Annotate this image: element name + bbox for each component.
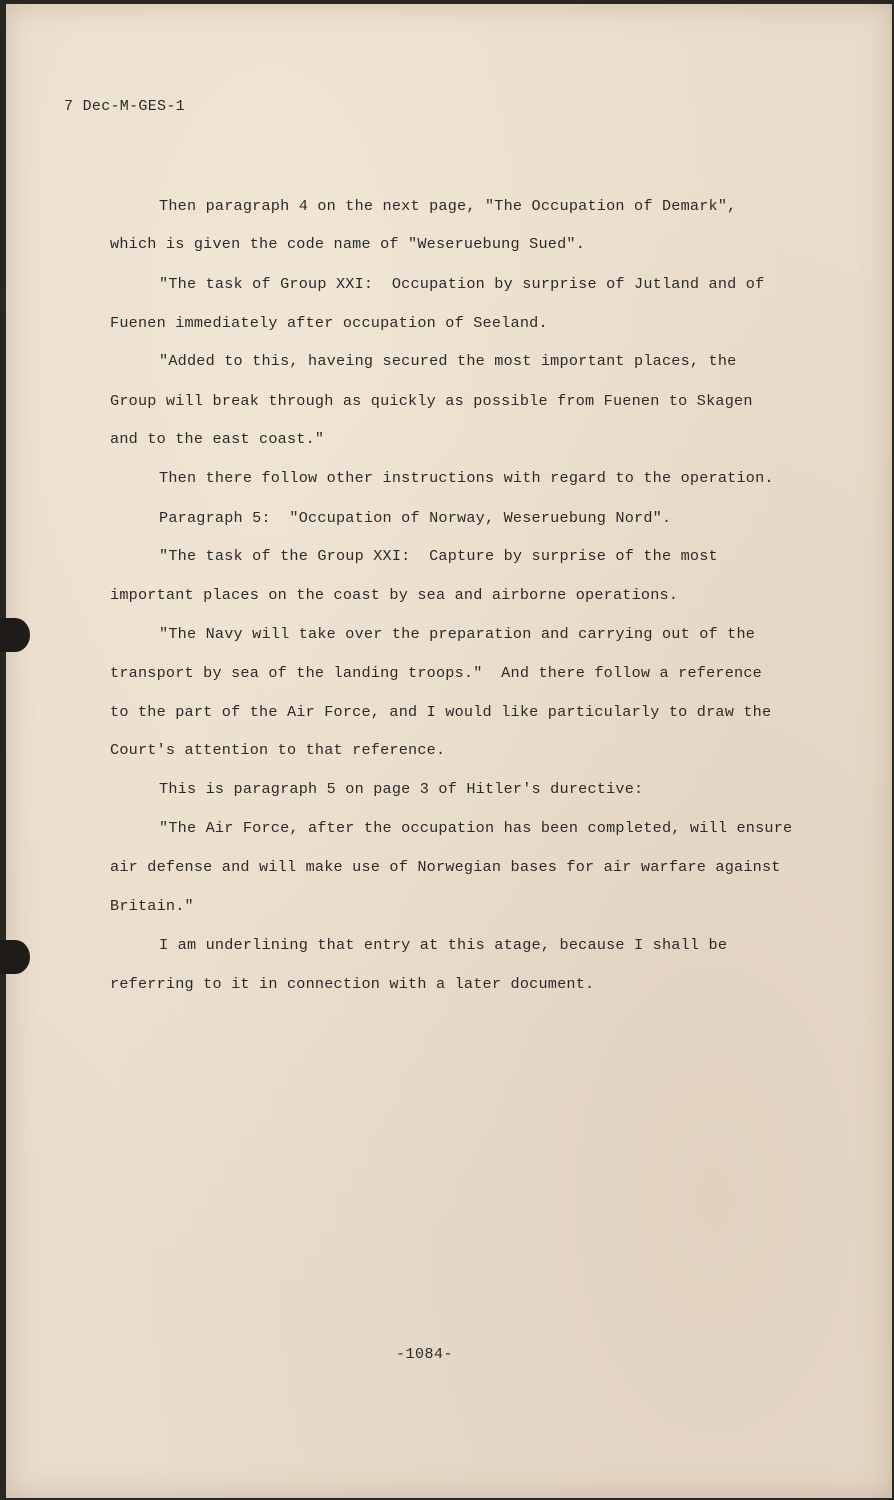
- text-line: and to the east coast.": [110, 430, 325, 448]
- text-line: which is given the code name of "Weseruebung Sued".: [110, 235, 586, 253]
- text-line: "The task of Group XXI: Occupation by surprise of Jutland and of: [159, 275, 765, 293]
- text-line: Then paragraph 4 on the next page, "The Occupation of Demark",: [159, 197, 737, 215]
- text-line: I am underlining that entry at this atage, because I shall be: [159, 936, 728, 954]
- text-line: air defense and will make use of Norwegian bases for air warfare against: [110, 858, 781, 876]
- text-line: "The Navy will take over the preparation and carrying out of the: [159, 625, 756, 643]
- text-line: Group will break through as quickly as possible from Fuenen to Skagen: [110, 392, 753, 410]
- text-line: "Added to this, haveing secured the most important places, the: [159, 352, 737, 370]
- text-line: "The Air Force, after the occupation has been completed, will ensure: [159, 819, 793, 837]
- text-line: Britain.": [110, 897, 194, 915]
- text-line: Court's attention to that reference.: [110, 741, 446, 759]
- text-line: transport by sea of the landing troops." And there follow a reference: [110, 664, 762, 682]
- text-line: This is paragraph 5 on page 3 of Hitler's durective:: [159, 780, 644, 798]
- text-line: referring to it in connection with a later document.: [110, 975, 595, 993]
- text-line: Fuenen immediately after occupation of Seeland.: [110, 314, 548, 332]
- text-line: important places on the coast by sea and airborne operations.: [110, 586, 679, 604]
- binder-hole-lower: [0, 940, 30, 974]
- page-number: -1084-: [396, 1346, 454, 1363]
- text-line: "The task of the Group XXI: Capture by surprise of the most: [159, 547, 718, 565]
- document-id: 7 Dec-M-GES-1: [64, 98, 185, 115]
- text-line: to the part of the Air Force, and I would like particularly to draw the: [110, 703, 772, 721]
- text-line: Paragraph 5: "Occupation of Norway, Weseruebung Nord".: [159, 509, 672, 527]
- text-line: Then there follow other instructions with regard to the operation.: [159, 469, 774, 487]
- binder-hole-upper: [0, 618, 30, 652]
